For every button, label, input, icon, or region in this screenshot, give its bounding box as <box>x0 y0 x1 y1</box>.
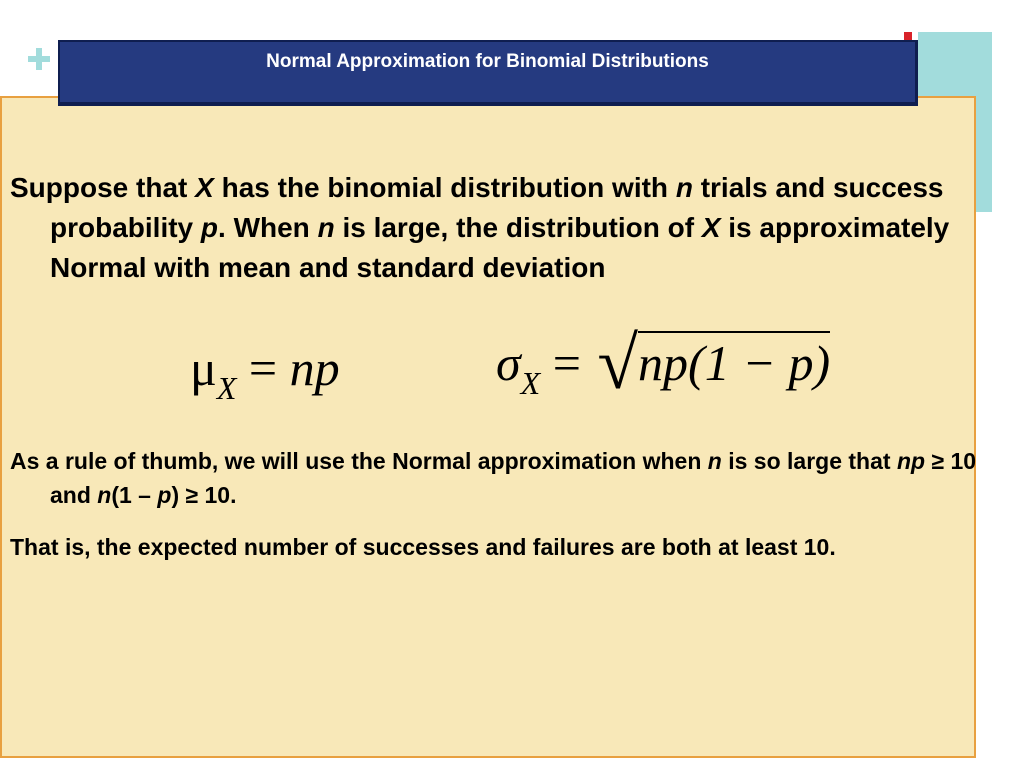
plus-icon <box>26 46 54 74</box>
sd-formula <box>496 323 831 405</box>
slide-title-bar <box>58 40 918 106</box>
text-fragment: ≥ 10 and <box>50 448 977 508</box>
text-fragment: . When <box>218 212 318 243</box>
sigma-symbol: σ <box>496 335 521 391</box>
variable-x: X <box>701 212 721 243</box>
formula-subscript: X <box>216 370 237 406</box>
text-fragment: ) ≥ 10. <box>171 482 237 508</box>
text-fragment: trials and success probability <box>50 172 944 243</box>
mu-symbol: μ <box>190 340 217 396</box>
text-fragment: is large, the distribution of <box>334 212 702 243</box>
slide-title: Normal Approximation for Binomial Distributions <box>266 51 709 72</box>
variable-p: p <box>200 212 219 243</box>
binomial-statement-paragraph <box>10 168 1010 288</box>
mean-formula <box>190 338 340 404</box>
text-fragment: is approximately Normal with mean and standard deviation <box>50 212 950 283</box>
radicand: np(1 − p) <box>638 331 830 391</box>
text-fragment: (1 – <box>111 482 158 508</box>
formula-subscript: X <box>520 365 541 401</box>
variable-n: n <box>707 448 722 474</box>
expected-counts-paragraph: That is, the expected number of successes and failures are both at least 10. <box>10 534 836 560</box>
radical-sign: √ <box>597 323 639 405</box>
variable-x: X <box>195 172 214 203</box>
formula-value: np <box>289 340 340 396</box>
variable-n: n <box>675 172 693 203</box>
formula-equals: = <box>236 340 290 396</box>
text-fragment: Suppose that <box>10 172 196 203</box>
text-fragment: As a rule of thumb, we will use the Normal approximation when <box>10 448 708 474</box>
formula-equals: = <box>540 335 594 391</box>
variable-n: n <box>317 212 335 243</box>
text-fragment: has the binomial distribution with <box>213 172 676 203</box>
variable-n: n <box>97 482 112 508</box>
variable-p: p <box>157 482 172 508</box>
text-fragment: is so large that <box>721 448 897 474</box>
variable-np: np <box>896 448 926 474</box>
rule-of-thumb-paragraph <box>10 444 1010 512</box>
